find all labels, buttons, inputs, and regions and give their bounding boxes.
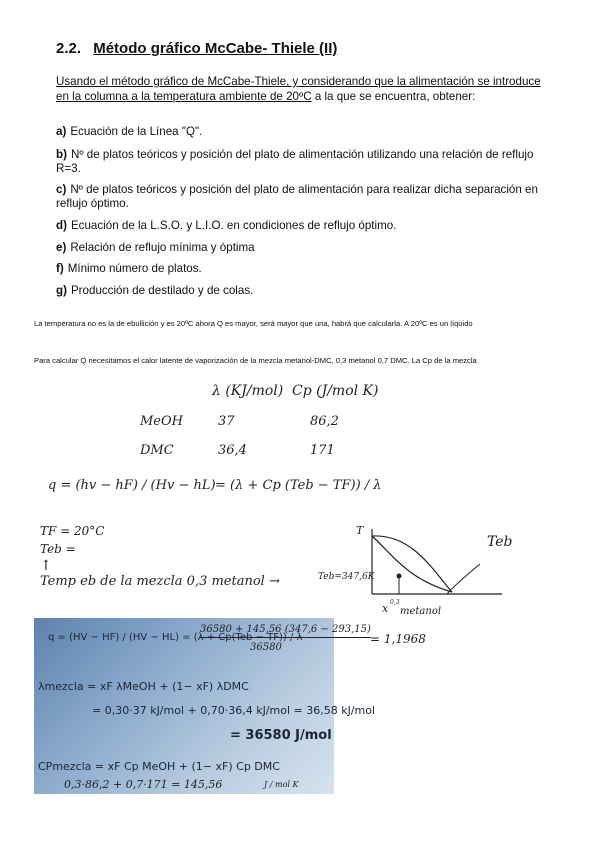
section-title: Método gráfico McCabe- Thiele (II) xyxy=(93,40,338,57)
scanned-formula-image xyxy=(34,618,376,794)
hw-teb-value: Teb=347,6K xyxy=(318,572,375,582)
hw-q-numeric-num: 36580 + 145,56 (347,6 − 293,15) xyxy=(200,624,371,638)
hw-arrow-up: ↑ xyxy=(40,558,52,574)
graph-point xyxy=(397,574,402,579)
scan-q-line: q = (HV − HF) / (HV − HL) = (λ + Cp(Teb − TF)) / λ xyxy=(48,632,303,643)
hw-cp-numeric: 0,3·86,2 + 0,7·171 = 145,56 xyxy=(64,778,223,791)
hw-tf: TF = 20°C xyxy=(40,524,105,538)
graph-teb-label: Teb xyxy=(487,534,513,550)
hw-q-result: = 1,1968 xyxy=(370,632,426,646)
hw-q-formula-right: = (λ + Cp (Teb − TF)) / λ xyxy=(215,478,382,493)
hw-col-cp: Cp (J/mol K) xyxy=(292,383,379,399)
hw-q-formula-left: q = (hv − hF) / (Hv − hL) xyxy=(48,478,216,493)
scan-lambda-line1: λmezcla = xF λMeOH + (1− xF) λDMC xyxy=(38,680,249,693)
hw-temp-note: Temp eb de la mezcla 0,3 metanol → xyxy=(40,574,280,589)
hw-row2-cp: 171 xyxy=(310,443,335,458)
hw-row1-name: MeOH xyxy=(140,414,183,429)
question-f: f) Mínimo número de platos. xyxy=(56,262,202,275)
question-g: g) Producción de destilado y de colas. xyxy=(56,284,254,297)
hw-row2-lambda: 36,4 xyxy=(218,443,247,458)
section-number: 2.2. xyxy=(56,40,82,57)
intro-underlined: Usando el método gráfico de McCabe-Thiele, y considerando que la alimentación se introduce en la columna a la temperatura ambiente de 20ºC xyxy=(56,75,541,103)
scan-lambda-line2: = 0,30·37 kJ/mol + 0,70·36,4 kJ/mol = 36,58 kJ/mol xyxy=(92,704,376,717)
hw-row1-lambda: 37 xyxy=(218,414,235,429)
graph-x-name: metanol xyxy=(400,606,442,617)
question-b: b) Nº de platos teóricos y posición del plato de alimentación utilizando una relación de reflujo R=3. xyxy=(56,148,534,175)
hw-cp-unit: J / mol K xyxy=(264,780,299,789)
hw-q-numeric-den: 36580 xyxy=(250,642,282,653)
section-heading xyxy=(56,40,337,57)
graph-x-super: 0,3 xyxy=(390,599,400,606)
intro-paragraph xyxy=(56,74,550,104)
hw-row2-name: DMC xyxy=(140,443,174,458)
question-c: c) Nº de platos teóricos y posición del plato de alimentación para realizar dicha separación en reflujo óptimo. xyxy=(56,183,538,210)
hw-teb: Teb = xyxy=(40,542,76,556)
tx-diagram-sketch xyxy=(352,524,562,624)
question-a: a) Ecuación de la Línea "Q". xyxy=(56,125,203,138)
scan-lambda-line3: = 36580 J/mol xyxy=(230,728,332,743)
hw-col-lambda: λ (KJ/mol) xyxy=(212,383,284,399)
note-latent-heat: Para calcular Q necesitamos el calor latente de vaporización de la mezcla metanol-DMC, 0,3 metanol 0,7 DMC. La Cp de la mezcla xyxy=(34,356,477,365)
intro-rest: a la que se encuentra, obtener: xyxy=(311,90,476,103)
graph-x-label: x xyxy=(382,602,389,615)
note-temperature: La temperatura no es la de ebullición y es 20ºC ahora Q es mayor, será mayor que una, habrá que calcularla. A 20ºC es un líquido xyxy=(34,319,473,328)
hw-row1-cp: 86,2 xyxy=(310,414,339,429)
question-d: d) Ecuación de la L.S.O. y L.I.O. en condiciones de reflujo óptimo. xyxy=(56,219,397,232)
scan-cp-line: CPmezcla = xF Cp MeOH + (1− xF) Cp DMC xyxy=(38,760,280,773)
graph-t-label: T xyxy=(356,524,364,537)
graph-bubble-curve xyxy=(372,536,452,592)
graph-teb-pointer xyxy=(447,564,480,594)
question-e: e) Relación de reflujo mínima y óptima xyxy=(56,241,255,254)
graph-dew-curve xyxy=(372,536,452,592)
